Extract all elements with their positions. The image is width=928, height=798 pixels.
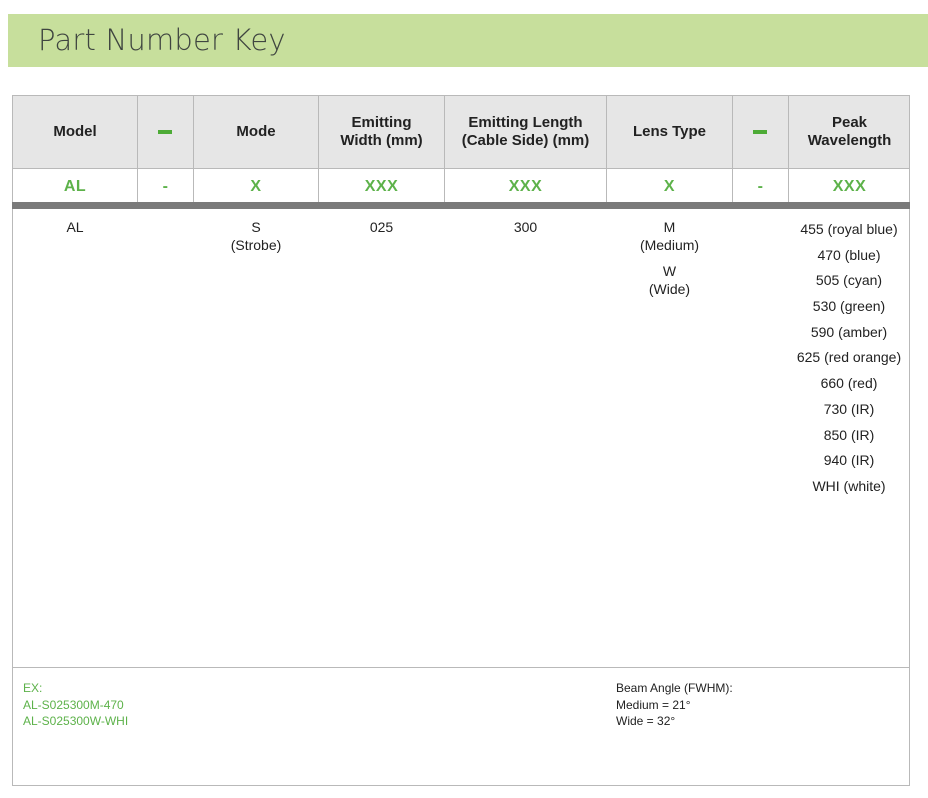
wavelength-option: 455 (royal blue) <box>800 221 898 237</box>
wavelength-option: 625 (red orange) <box>796 349 902 366</box>
code-lens-type: X <box>663 178 676 195</box>
code-separator: - <box>162 178 169 195</box>
beam-angle-note <box>616 680 733 730</box>
header-lens-type: Lens Type <box>632 123 707 140</box>
wavelength-option: 660 (red) <box>820 375 878 392</box>
wavelength-option: 850 (IR) <box>823 426 875 443</box>
beam-angle-label: Beam Angle (FWHM): <box>616 681 733 695</box>
wavelength-option: 530 (green) <box>812 298 886 315</box>
wavelength-option: 470 (blue) <box>817 246 881 263</box>
example-label: EX: <box>23 681 43 695</box>
header-peak-wavelength: Peak Wavelength <box>807 114 892 149</box>
option-mode: S (Strobe) <box>230 219 282 253</box>
option-lens-type: M (Medium) W (Wide) <box>639 219 700 297</box>
separator-dash <box>158 130 172 134</box>
header-emitting-length: Emitting Length (Cable Side) (mm) <box>461 114 590 149</box>
beam-angle-medium: Medium = 21° <box>616 697 691 712</box>
footer-divider <box>12 667 910 668</box>
beam-angle-wide: Wide = 32° <box>616 714 676 728</box>
example-part-number: AL-S025300M-470 <box>23 697 124 712</box>
header-mode: Mode <box>236 123 276 140</box>
code-emitting-length: XXX <box>508 178 543 195</box>
code-peak-wavelength: XXX <box>832 178 867 195</box>
example-part-number: AL-S025300W-WHI <box>23 714 129 728</box>
code-model: AL <box>63 178 87 195</box>
wavelength-option: 590 (amber) <box>810 323 888 340</box>
section-divider <box>12 202 910 209</box>
option-emitting-length: 300 <box>513 219 538 235</box>
wavelength-option: WHI (white) <box>812 477 886 494</box>
wavelength-option: 940 (IR) <box>823 452 875 469</box>
option-model: AL <box>66 219 84 235</box>
code-mode: X <box>250 178 262 195</box>
option-emitting-width: 025 <box>369 219 394 235</box>
example-part-numbers <box>23 680 128 730</box>
wavelength-list <box>788 219 910 502</box>
wavelength-option: 505 (cyan) <box>815 272 883 289</box>
header-emitting-width: Emitting Width (mm) <box>340 114 423 149</box>
title-banner <box>8 14 928 67</box>
code-separator: - <box>757 178 764 195</box>
code-emitting-width: XXX <box>364 178 399 195</box>
page-title: Part Number Key <box>38 23 286 57</box>
wavelength-option: 730 (IR) <box>823 400 875 417</box>
separator-dash <box>753 130 767 134</box>
header-model: Model <box>53 123 97 140</box>
